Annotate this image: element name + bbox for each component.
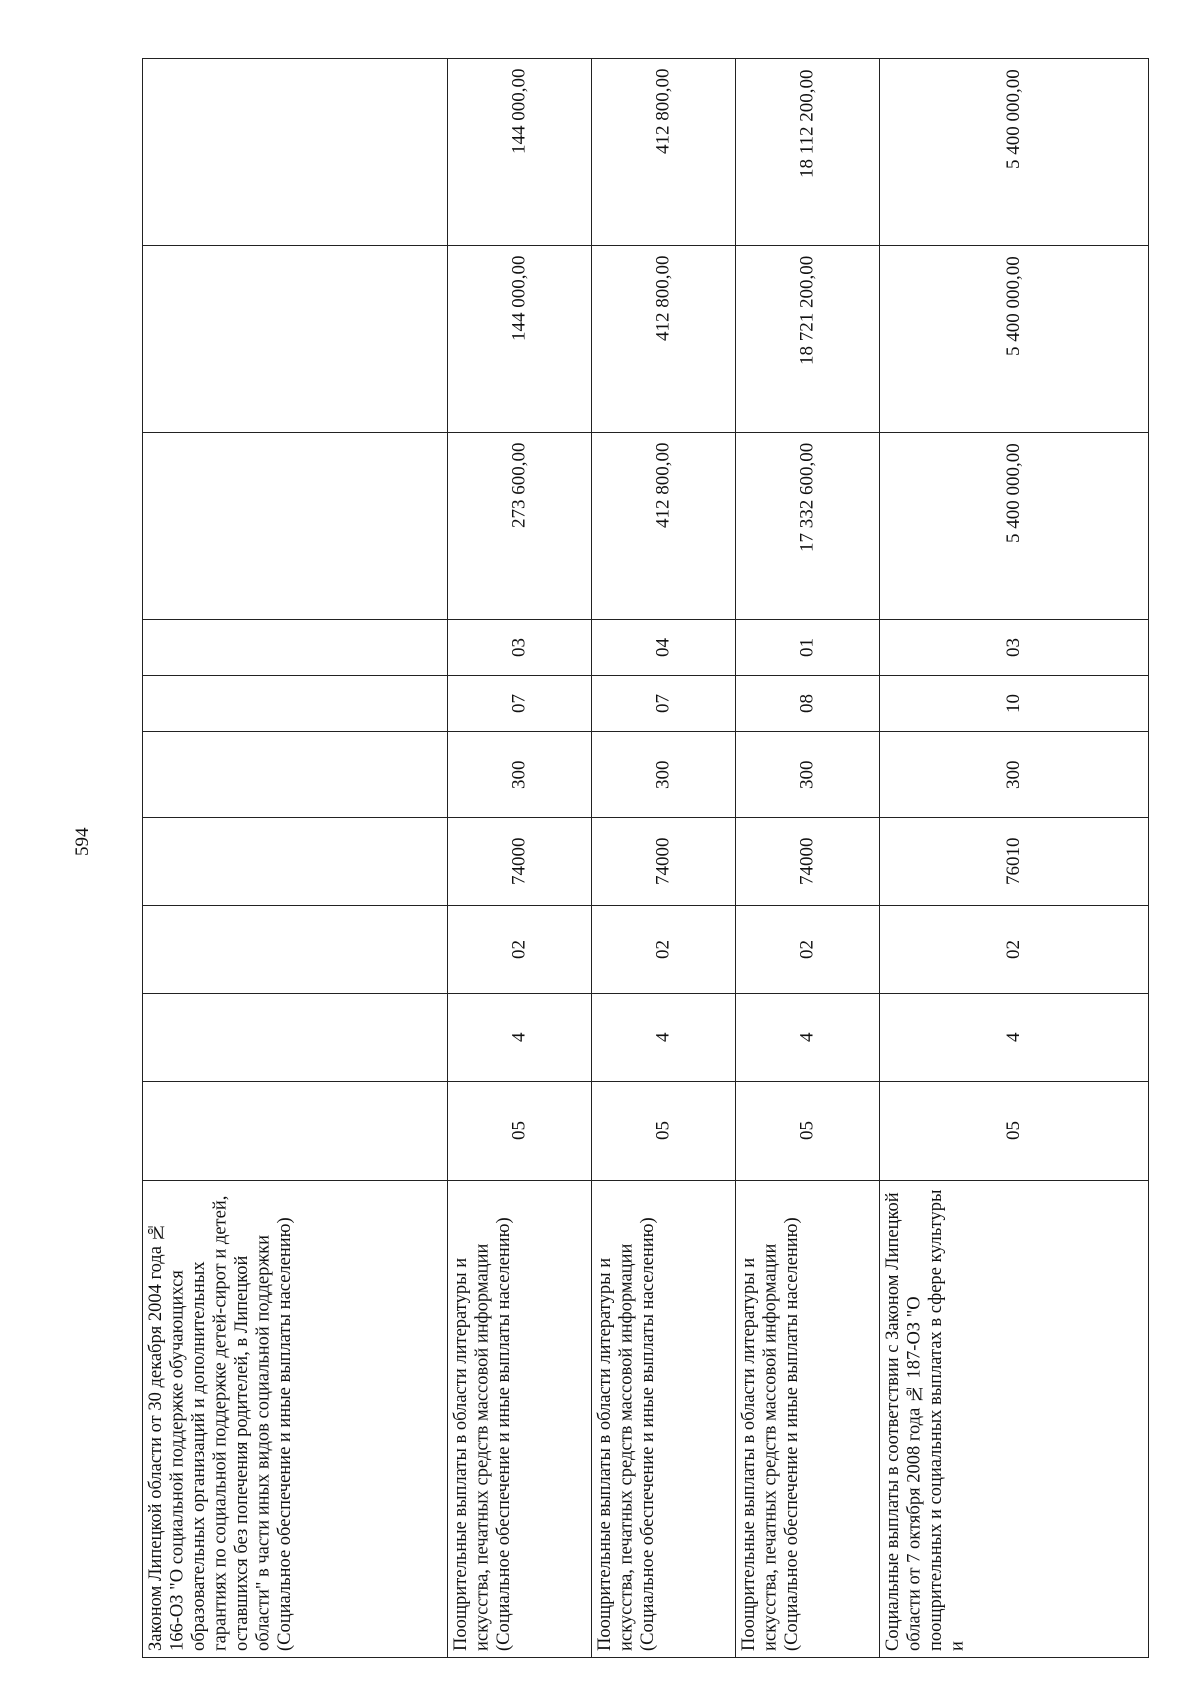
cell-value: 74000 bbox=[652, 837, 674, 886]
page-number: 594 bbox=[72, 827, 93, 857]
cell-amount2 bbox=[736, 246, 880, 433]
row-description: Социальные выплаты в соответствии с Законом Липецкой области от 7 октября 2008 года № 187-ОЗ "О поощрительных и социальных выплатах в сфере культуры и bbox=[883, 1189, 968, 1651]
cell-value: 74000 bbox=[508, 837, 530, 886]
cell-value: 144 000,00 bbox=[508, 69, 530, 155]
cell-c6 bbox=[592, 676, 736, 732]
cell-c6 bbox=[736, 676, 880, 732]
cell-value: 02 bbox=[508, 940, 530, 959]
cell-value: 05 bbox=[652, 1121, 674, 1141]
cell-c1 bbox=[736, 1082, 880, 1181]
cell-value: 07 bbox=[508, 694, 530, 713]
cell-value: 07 bbox=[652, 694, 674, 713]
cell-c3 bbox=[448, 906, 592, 994]
cell-c6 bbox=[448, 676, 592, 732]
cell-c5 bbox=[143, 732, 448, 818]
table-row-c1 bbox=[143, 1082, 1149, 1181]
cell-c4 bbox=[736, 818, 880, 906]
cell-value: 4 bbox=[796, 1032, 818, 1043]
table-row-amount2 bbox=[143, 246, 1149, 433]
cell-value bbox=[143, 433, 447, 619]
table-row-description bbox=[143, 1181, 1149, 1658]
table-row-c6 bbox=[143, 676, 1149, 732]
cell-c1 bbox=[143, 1082, 448, 1181]
cell-value: 01 bbox=[796, 638, 818, 657]
cell-c4 bbox=[592, 818, 736, 906]
cell-value: 273 600,00 bbox=[508, 443, 530, 529]
cell-value: 4 bbox=[1003, 1032, 1024, 1043]
cell-description bbox=[880, 1181, 1149, 1658]
cell-c4 bbox=[880, 818, 1149, 906]
cell-value: 144 000,00 bbox=[508, 256, 530, 342]
cell-amount3 bbox=[592, 59, 736, 246]
cell-c6 bbox=[880, 676, 1149, 732]
cell-c4 bbox=[143, 818, 448, 906]
cell-c2 bbox=[736, 994, 880, 1082]
cell-value: 300 bbox=[796, 760, 818, 789]
table-row-c7 bbox=[143, 620, 1149, 676]
cell-c3 bbox=[143, 906, 448, 994]
cell-c7 bbox=[880, 620, 1149, 676]
cell-value bbox=[143, 1082, 447, 1180]
cell-amount2 bbox=[880, 246, 1149, 433]
budget-table bbox=[142, 58, 1149, 1658]
cell-value bbox=[143, 620, 447, 675]
table-row-c5 bbox=[143, 732, 1149, 818]
cell-value: 300 bbox=[1003, 760, 1024, 789]
cell-value: 05 bbox=[796, 1121, 818, 1141]
cell-value: 4 bbox=[508, 1032, 530, 1043]
cell-value: 18 721 200,00 bbox=[796, 256, 818, 366]
cell-c1 bbox=[880, 1082, 1149, 1181]
cell-c2 bbox=[592, 994, 736, 1082]
cell-value bbox=[143, 732, 447, 817]
cell-value: 300 bbox=[508, 760, 530, 789]
cell-value: 05 bbox=[508, 1121, 530, 1141]
cell-amount3 bbox=[880, 59, 1149, 246]
cell-description bbox=[592, 1181, 736, 1658]
cell-value: 76010 bbox=[1003, 837, 1024, 886]
cell-value: 5 400 000,00 bbox=[1003, 256, 1024, 356]
cell-c5 bbox=[592, 732, 736, 818]
cell-description bbox=[448, 1181, 592, 1658]
cell-value: 03 bbox=[508, 638, 530, 657]
cell-description bbox=[736, 1181, 880, 1658]
table-row-c3 bbox=[143, 906, 1149, 994]
cell-value: 02 bbox=[652, 940, 674, 959]
cell-value: 5 400 000,00 bbox=[1003, 69, 1024, 169]
cell-c1 bbox=[592, 1082, 736, 1181]
cell-amount3 bbox=[143, 59, 448, 246]
cell-c5 bbox=[448, 732, 592, 818]
cell-value bbox=[143, 246, 447, 432]
cell-value bbox=[143, 906, 447, 993]
cell-c7 bbox=[736, 620, 880, 676]
cell-c5 bbox=[736, 732, 880, 818]
table-row-amount1 bbox=[143, 433, 1149, 620]
cell-amount2 bbox=[448, 246, 592, 433]
cell-value: 18 112 200,00 bbox=[796, 69, 818, 178]
cell-amount1 bbox=[143, 433, 448, 620]
cell-amount1 bbox=[448, 433, 592, 620]
cell-c3 bbox=[592, 906, 736, 994]
cell-value: 5 400 000,00 bbox=[1003, 443, 1024, 543]
row-description: Законом Липецкой области от 30 декабря 2004 года № 166-ОЗ "О социальной поддержке обучающихся образовательных организаций и дополнительных гарантиях по социальной поддержке детей-сирот и детей, оставшихся без попечения родителей, в Липецкой области" в части иных видов социальной поддержки (Социальное обеспечение и иные выплаты населению) bbox=[146, 1195, 295, 1651]
cell-c3 bbox=[736, 906, 880, 994]
cell-amount1 bbox=[592, 433, 736, 620]
cell-c3 bbox=[880, 906, 1149, 994]
cell-value: 4 bbox=[652, 1032, 674, 1043]
cell-c2 bbox=[143, 994, 448, 1082]
cell-amount2 bbox=[592, 246, 736, 433]
cell-c7 bbox=[448, 620, 592, 676]
cell-value: 412 800,00 bbox=[652, 256, 674, 342]
cell-c2 bbox=[880, 994, 1149, 1082]
cell-c4 bbox=[448, 818, 592, 906]
cell-c6 bbox=[143, 676, 448, 732]
cell-value: 10 bbox=[1003, 694, 1024, 713]
row-description: Поощрительные выплаты в области литературы и искусства, печатных средств массовой информации (Социальное обеспечение и иные выплаты населению) bbox=[739, 1217, 802, 1651]
cell-value: 300 bbox=[652, 760, 674, 789]
cell-value: 08 bbox=[796, 694, 818, 713]
cell-value: 05 bbox=[1003, 1121, 1024, 1141]
row-description: Поощрительные выплаты в области литературы и искусства, печатных средств массовой информации (Социальное обеспечение и иные выплаты населению) bbox=[595, 1217, 658, 1651]
cell-amount3 bbox=[736, 59, 880, 246]
cell-value bbox=[143, 676, 447, 731]
cell-c2 bbox=[448, 994, 592, 1082]
cell-value bbox=[143, 818, 447, 905]
table-row-amount3 bbox=[143, 59, 1149, 246]
cell-c7 bbox=[143, 620, 448, 676]
cell-value: 02 bbox=[1003, 940, 1024, 959]
cell-value: 412 800,00 bbox=[652, 443, 674, 529]
cell-c5 bbox=[880, 732, 1149, 818]
cell-amount1 bbox=[736, 433, 880, 620]
cell-value bbox=[143, 994, 447, 1081]
cell-value: 04 bbox=[652, 638, 674, 657]
cell-value bbox=[143, 59, 447, 245]
cell-amount1 bbox=[880, 433, 1149, 620]
cell-value: 74000 bbox=[796, 837, 818, 886]
cell-amount3 bbox=[448, 59, 592, 246]
cell-description bbox=[143, 1181, 448, 1658]
cell-amount2 bbox=[143, 246, 448, 433]
cell-c7 bbox=[592, 620, 736, 676]
cell-value: 17 332 600,00 bbox=[796, 443, 818, 553]
cell-value: 412 800,00 bbox=[652, 69, 674, 155]
cell-value: 03 bbox=[1003, 638, 1024, 657]
row-description: Поощрительные выплаты в области литературы и искусства, печатных средств массовой информации (Социальное обеспечение и иные выплаты населению) bbox=[451, 1217, 514, 1651]
table-row-c2 bbox=[143, 994, 1149, 1082]
table-row-c4 bbox=[143, 818, 1149, 906]
cell-value: 02 bbox=[796, 940, 818, 959]
cell-c1 bbox=[448, 1082, 592, 1181]
